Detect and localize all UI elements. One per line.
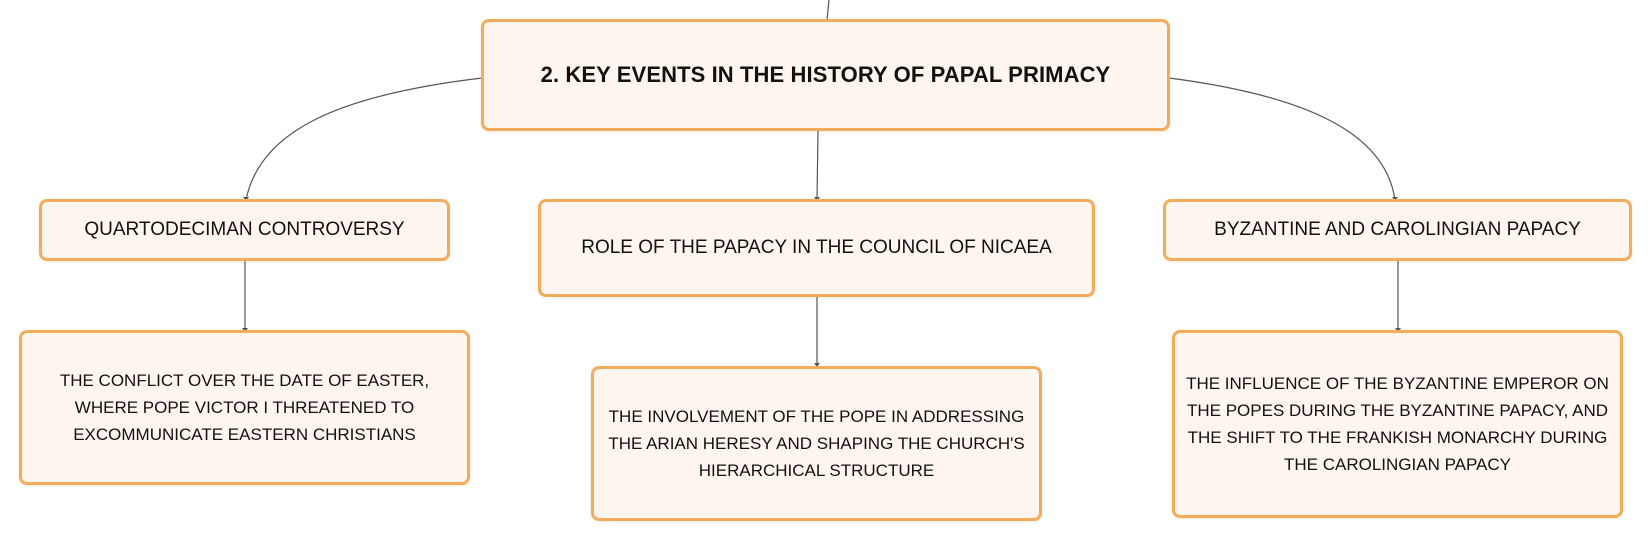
branch-node-byzantine[interactable] <box>1163 199 1632 261</box>
connector-root-to-quartodeciman <box>246 78 482 200</box>
detail-node-nicaea[interactable] <box>591 366 1042 521</box>
branch-node-nicaea[interactable] <box>538 199 1095 297</box>
detail-text: THE INVOLVEMENT OF THE POPE IN ADDRESSING THE ARIAN HERESY AND SHAPING THE CHURCH'S HIERARCHICAL STRUCTURE <box>608 407 1025 480</box>
branch-label: BYZANTINE AND CAROLINGIAN PAPACY <box>1214 219 1581 240</box>
root-node[interactable] <box>481 19 1170 131</box>
detail-node-quartodeciman[interactable] <box>19 330 470 485</box>
branch-label: QUARTODECIMAN CONTROVERSY <box>84 219 405 240</box>
branch-node-quartodeciman[interactable] <box>39 199 450 261</box>
detail-node-byzantine[interactable] <box>1172 330 1623 518</box>
connector-root-to-nicaea <box>817 130 818 200</box>
detail-text: THE CONFLICT OVER THE DATE OF EASTER, WHERE POPE VICTOR I THREATENED TO EXCOMMUNICATE EASTERN CHRISTIANS <box>59 371 430 444</box>
detail-text: THE INFLUENCE OF THE BYZANTINE EMPEROR ON THE POPES DURING THE BYZANTINE PAPACY, AND THE SHIFT TO THE FRANKISH MONARCHY DURING THE CAROLINGIAN PAPACY <box>1186 374 1609 474</box>
branch-label: ROLE OF THE PAPACY IN THE COUNCIL OF NICAEA <box>581 237 1052 258</box>
connector-incoming <box>827 0 829 20</box>
root-node-label: 2. KEY EVENTS IN THE HISTORY OF PAPAL PRIMACY <box>540 62 1111 87</box>
connector-root-to-byzantine <box>1169 78 1395 200</box>
